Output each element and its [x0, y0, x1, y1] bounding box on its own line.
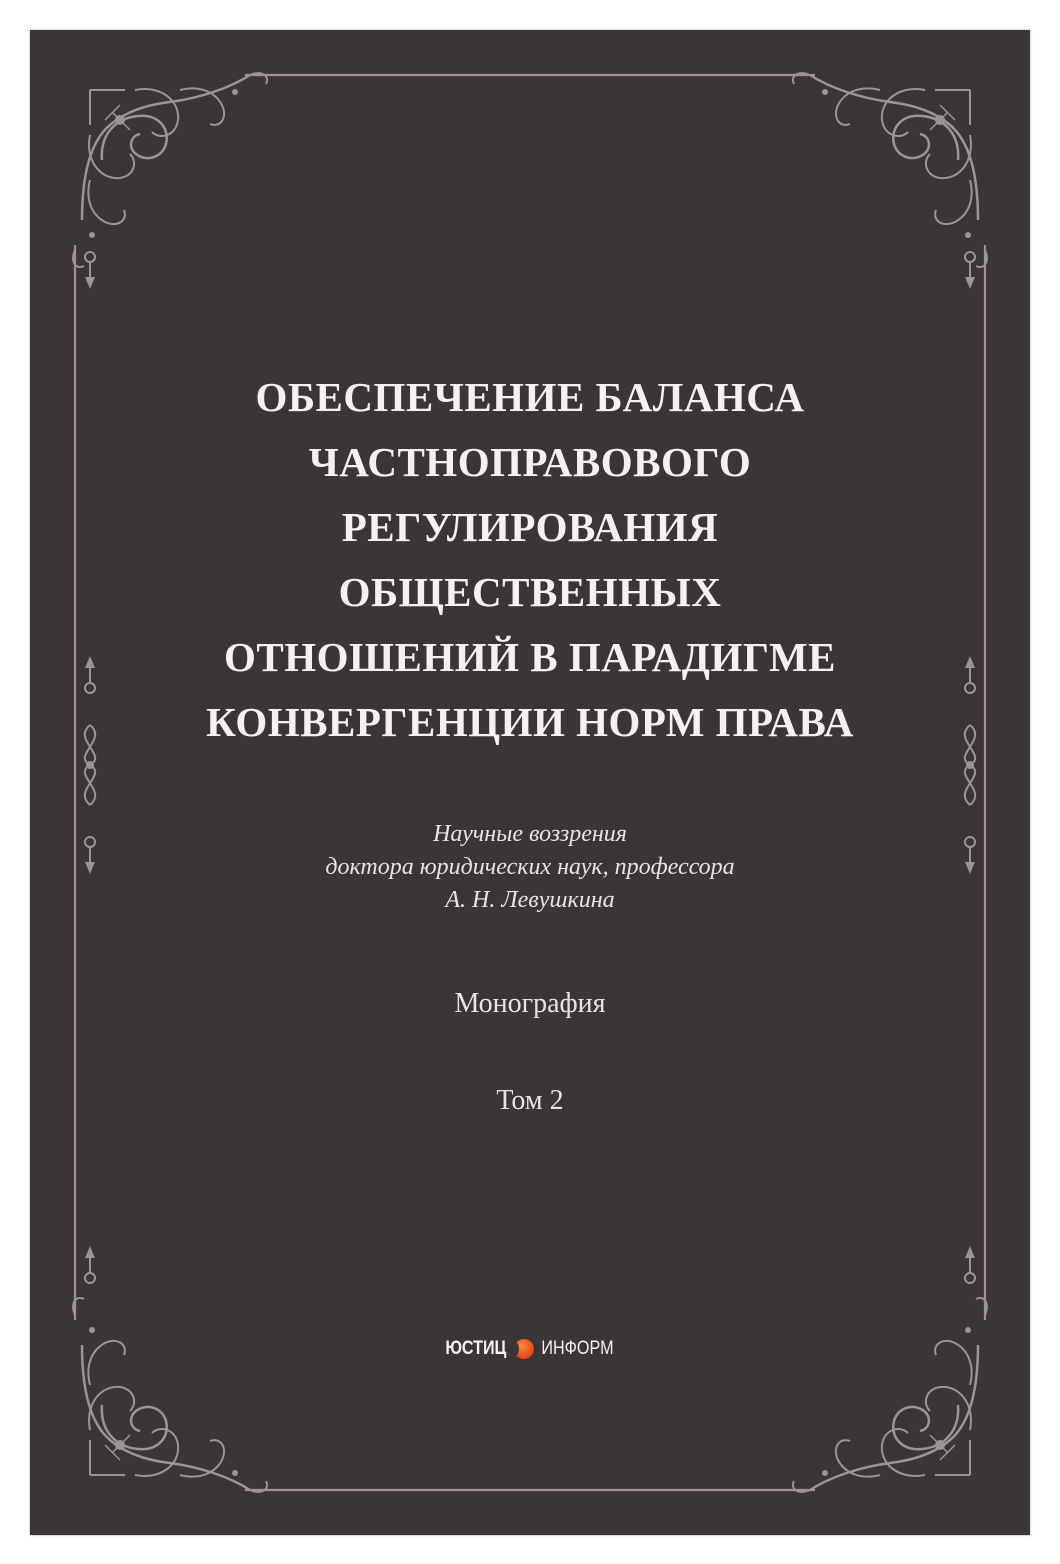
- publisher-name-left: ЮСТИЦ: [445, 1338, 507, 1359]
- title-line: ОТНОШЕНИЙ В ПАРАДИГМЕ: [223, 634, 836, 680]
- title-line: ОБЩЕСТВЕННЫХ: [338, 569, 722, 615]
- side-finial: [85, 252, 95, 289]
- book-subtitle: [130, 818, 930, 917]
- title-line: ОБЕСПЕЧЕНИЕ БАЛАНСА: [255, 374, 805, 420]
- title-line: РЕГУЛИРОВАНИЯ: [341, 504, 719, 550]
- book-genre: Монография: [454, 988, 606, 1019]
- side-finial: [85, 1246, 95, 1283]
- corner-flourish-top-left: [73, 73, 267, 267]
- book-title: [90, 365, 970, 755]
- side-finial: [965, 1246, 975, 1283]
- book-cover: [30, 30, 1030, 1535]
- corner-flourish-top-right: [793, 73, 987, 267]
- side-finial: [965, 252, 975, 289]
- ornamental-frame: [30, 30, 1030, 1535]
- subtitle-line: А. Н. Левушкина: [445, 887, 615, 913]
- title-line: ЧАСТНОПРАВОВОГО: [308, 439, 752, 485]
- frame-lines: [75, 75, 985, 1490]
- publisher-logo-icon: [514, 1339, 534, 1359]
- publisher-logo: [410, 1334, 650, 1364]
- corner-flourish-bottom-right: [793, 1298, 987, 1492]
- book-volume: Том 2: [496, 1085, 564, 1116]
- publisher-name-right: ИНФОРМ: [541, 1338, 614, 1359]
- title-line: КОНВЕРГЕНЦИИ НОРМ ПРАВА: [206, 699, 854, 745]
- corner-flourish-bottom-left: [73, 1298, 267, 1492]
- subtitle-line: доктора юридических наук, профессора: [325, 854, 735, 880]
- side-finial: [85, 837, 95, 874]
- subtitle-line: Научные воззрения: [433, 821, 627, 847]
- side-finial: [965, 837, 975, 874]
